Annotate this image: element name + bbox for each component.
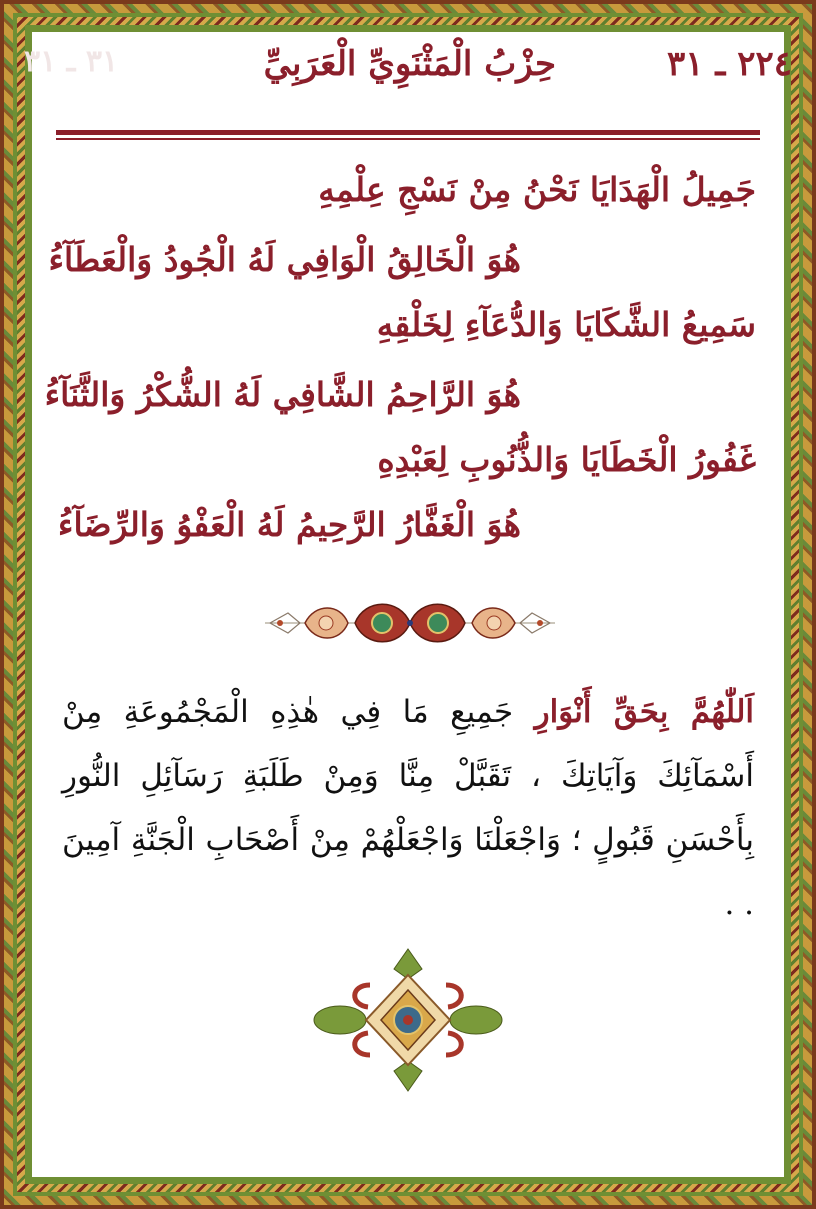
page-title: حِزْبُ الْمَثْنَوِيِّ الْعَرَبِيِّ — [263, 44, 556, 84]
divider-lobe-left — [305, 608, 348, 638]
prayer-opening: اَللّٰهُمَّ بِحَقِّ أَنْوَارِ — [534, 694, 755, 730]
verse-line-3: سَمِيعُ الشَّكَايَا وَالدُّعَآءِ لِخَلْقِهِ — [376, 305, 756, 344]
page-header — [12, 44, 804, 94]
verse-line-5: غَفُورُ الْخَطَايَا وَالذُّنُوبِ لِعَبْدِهِ — [377, 440, 756, 479]
divider-lobe-center-right — [410, 604, 465, 642]
divider-lobe-center-left — [355, 604, 410, 642]
header-rule-thick — [56, 130, 760, 135]
prayer-paragraph — [62, 680, 754, 936]
verse-line-2: هُوَ الْخَالِقُ الْوَافِي لَهُ الْجُودُ وَالْعَطَآءُ — [48, 240, 521, 279]
divider-center-dot — [407, 620, 413, 626]
prayer-text: جَمِيعِ مَا فِي هٰذِهِ الْمَجْمُوعَةِ مِنْ أَسْمَآئِكَ وَآيَاتِكَ ، تَقَبَّلْ مِنَّا وَمِنْ طَلَبَةِ رَسَآئِلِ النُّورِ بِأَحْسَنِ قَبُولٍ ؛ وَاجْعَلْنَا وَاجْعَلْهُمْ مِنْ أَصْحَابِ الْجَنَّةِ آمِينَ . . — [62, 694, 754, 922]
page-number: ٢٢٤ ـ ٣١ — [667, 44, 792, 84]
header-rule-thin — [56, 138, 760, 140]
faded-page-number: ٣١ ـ ٣١ — [24, 44, 119, 79]
verse-line-4: هُوَ الرَّاحِمُ الشَّافِي لَهُ الشُّكْرُ وَالثَّنَآءُ — [44, 375, 521, 414]
medallion-ornament — [310, 945, 506, 1095]
verse-line-6: هُوَ الْغَفَّارُ الرَّحِيمُ لَهُ الْعَفْوُ وَالرِّضَآءُ — [57, 505, 521, 544]
divider-lobe-right — [472, 608, 515, 638]
divider-ornament — [260, 598, 560, 648]
verse-line-1: جَمِيلُ الْهَدَايَا نَحْنُ مِنْ نَسْجِ عِلْمِهِ — [318, 170, 756, 209]
medallion-body — [366, 975, 450, 1065]
